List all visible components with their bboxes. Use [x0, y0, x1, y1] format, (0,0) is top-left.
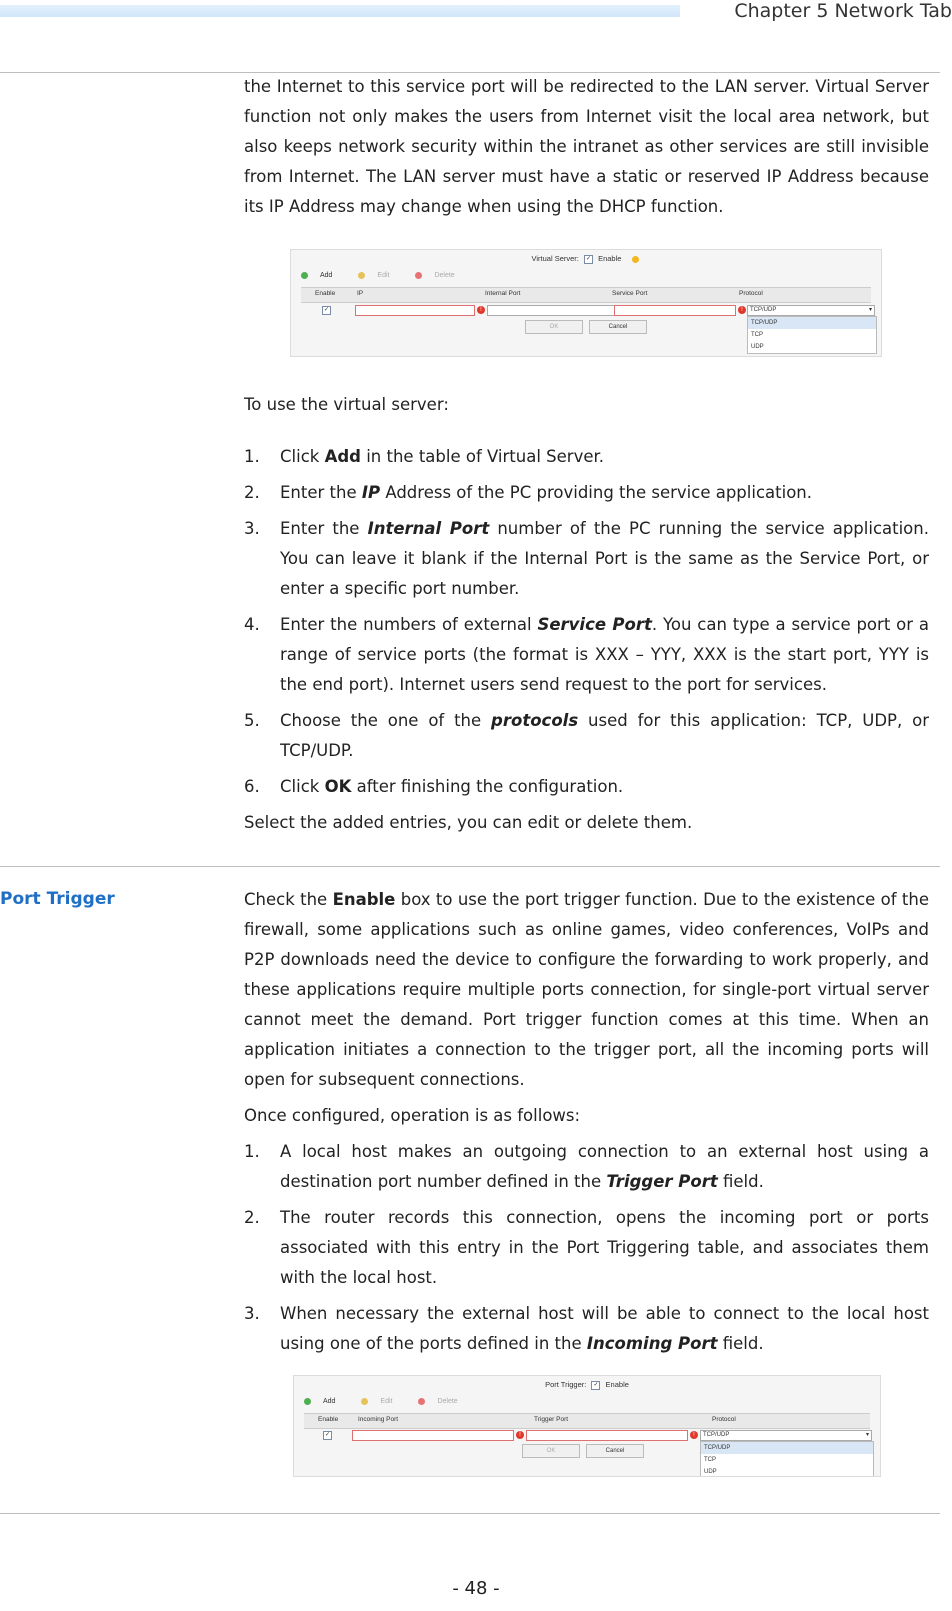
- cancel-button[interactable]: Cancel: [586, 1444, 644, 1458]
- ip-error-icon: !: [477, 306, 485, 314]
- delete-button[interactable]: Delete: [415, 272, 466, 279]
- col-incoming-port: Incoming Port: [358, 1416, 399, 1423]
- col-protocol: Protocol: [712, 1416, 736, 1423]
- protocol-select[interactable]: TCP/UDP ▾: [700, 1430, 872, 1441]
- col-trigger-port: Trigger Port: [534, 1416, 569, 1423]
- ok-button[interactable]: OK: [522, 1444, 580, 1458]
- ok-button[interactable]: OK: [525, 320, 583, 334]
- protocol-dropdown: [747, 316, 877, 354]
- row-enable-checkbox[interactable]: ✓: [324, 1432, 331, 1438]
- option-udp[interactable]: UDP: [704, 1469, 717, 1475]
- incoming-port-error-icon: !: [516, 1431, 524, 1439]
- help-icon[interactable]: [632, 256, 639, 263]
- option-tcp[interactable]: TCP: [704, 1457, 716, 1463]
- pt-toolbar: [304, 1398, 482, 1405]
- option-tcp-udp[interactable]: TCP/UDP: [701, 1442, 873, 1454]
- service-port-error-icon: !: [738, 306, 746, 314]
- vs-instructions: [244, 390, 929, 838]
- option-tcp-udp[interactable]: TCP/UDP: [748, 317, 876, 329]
- vs-step: 3. Enter the Internal Port number of the PC running the service application. You can leave it blank if the Internal Port is the same as the Service Port, or enter a specific port number.: [244, 519, 929, 598]
- pt-once: Once configured, operation is as follows:: [244, 1106, 581, 1125]
- virtual-server-screenshot: [290, 249, 882, 357]
- vs-step: 6. Click OK after finishing the configuration.: [244, 777, 624, 796]
- add-icon: [301, 272, 308, 279]
- vs-step: 5. Choose the one of the protocols used for this application: TCP, UDP, or TCP/UDP.: [244, 711, 929, 760]
- protocol-dropdown: [700, 1441, 874, 1477]
- add-button[interactable]: Add: [304, 1398, 347, 1405]
- cancel-button[interactable]: Cancel: [589, 320, 647, 334]
- col-enable: Enable: [315, 290, 336, 297]
- pt-table-header: [304, 1413, 870, 1429]
- option-udp[interactable]: UDP: [751, 344, 764, 350]
- delete-icon: [415, 272, 422, 279]
- port-trigger-section: [244, 885, 929, 1359]
- col-enable: Enable: [318, 1416, 339, 1423]
- vs-outro: Select the added entries, you can edit or delete them.: [244, 813, 693, 832]
- delete-button[interactable]: Delete: [418, 1398, 469, 1405]
- vs-step: 4. Enter the numbers of external Service Port. You can type a service port or a range of service ports (the format is XXX – YYY, XXX is the start port, YYY is the end port). Internet users send request to the port for services.: [244, 615, 929, 694]
- trigger-port-input[interactable]: [526, 1430, 688, 1441]
- pt-enable-label: Enable: [605, 1380, 629, 1389]
- internal-port-input[interactable]: [487, 305, 617, 316]
- vs-intro: To use the virtual server:: [244, 395, 449, 414]
- vs-table-header: [301, 287, 871, 303]
- divider: [0, 1513, 940, 1514]
- vs-title: Virtual Server:: [531, 254, 579, 263]
- pt-paragraph: Check the Enable box to use the port trigger function. Due to the existence of the firewall, some applications such as online games, video conferences, VoIPs and P2P downloads need the device to configure the forwarding to work properly, and these applications require multiple ports connection, for single-port virtual server cannot meet the demand. Port trigger function comes at this time. When an application initiates a connection to the trigger port, all the incoming ports will open for subsequent connections.: [244, 890, 929, 1089]
- service-port-input[interactable]: [614, 305, 736, 316]
- edit-icon: [358, 272, 365, 279]
- col-service-port: Service Port: [612, 290, 648, 297]
- add-icon: [304, 1398, 311, 1405]
- vs-step: 1. Click Add in the table of Virtual Server.: [244, 447, 605, 466]
- enable-checkbox[interactable]: ✓: [593, 1381, 599, 1388]
- header-bar: [0, 5, 680, 17]
- intro-section: [244, 72, 929, 222]
- pt-step: 3. When necessary the external host will be able to connect to the local host using one of the ports defined in the Incoming Port field.: [244, 1304, 929, 1353]
- chapter-title: Chapter 5 Network Tab: [734, 0, 952, 22]
- col-protocol: Protocol: [739, 290, 763, 297]
- chevron-down-icon: ▾: [865, 1432, 869, 1438]
- edit-button[interactable]: Edit: [361, 1398, 404, 1405]
- protocol-select[interactable]: TCP/UDP ▾: [747, 305, 875, 316]
- incoming-port-input[interactable]: [352, 1430, 514, 1441]
- edit-icon: [361, 1398, 368, 1405]
- port-trigger-screenshot: [293, 1375, 881, 1477]
- pt-title: Port Trigger:: [545, 1380, 587, 1389]
- row-enable-checkbox[interactable]: ✓: [323, 307, 330, 313]
- ip-input[interactable]: [355, 305, 475, 316]
- col-ip: IP: [357, 290, 364, 297]
- add-button[interactable]: Add: [301, 272, 344, 279]
- option-tcp[interactable]: TCP: [751, 332, 763, 338]
- pt-step: 1. A local host makes an outgoing connection to an external host using a destination port number defined in the Trigger Port field.: [244, 1142, 929, 1191]
- vs-enable-label: Enable: [598, 254, 622, 263]
- edit-button[interactable]: Edit: [358, 272, 401, 279]
- vs-toolbar: [301, 272, 479, 279]
- port-trigger-label: Port Trigger: [0, 889, 115, 909]
- divider: [0, 866, 940, 867]
- pt-step: 2. The router records this connection, opens the incoming port or ports associated with this entry in the Port Triggering table, and associates them with the local host.: [244, 1208, 929, 1287]
- enable-checkbox[interactable]: ✓: [585, 255, 591, 262]
- chevron-down-icon: ▾: [868, 307, 872, 313]
- page-number: - 48 -: [452, 1578, 500, 1599]
- vs-step: 2. Enter the IP Address of the PC providing the service application.: [244, 483, 812, 502]
- trigger-port-error-icon: !: [690, 1431, 698, 1439]
- delete-icon: [418, 1398, 425, 1405]
- intro-paragraph: the Internet to this service port will be redirected to the LAN server. Virtual Server function not only makes the users from Internet visit the local area network, but also keeps network security within the intranet as other services are still invisible from Internet. The LAN server must have a static or reserved IP Address because its IP Address may change when using the DHCP function.: [244, 77, 929, 216]
- col-internal-port: Internal Port: [485, 290, 521, 297]
